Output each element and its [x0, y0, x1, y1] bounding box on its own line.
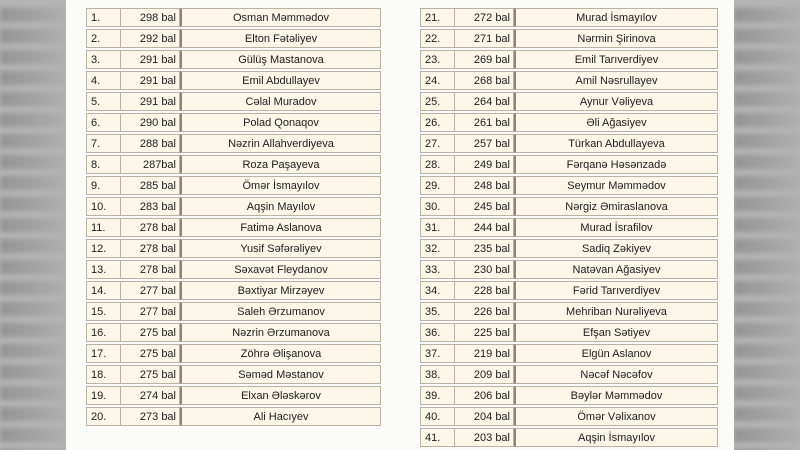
student-name: Əli Ağasiyev: [514, 113, 718, 132]
result-row: [420, 8, 718, 27]
result-row: [86, 8, 381, 27]
score-value: 226 bal: [454, 302, 514, 321]
blurred-row: [734, 302, 800, 316]
blurred-row: [0, 155, 66, 169]
student-name: Nəcəf Nəcəfov: [514, 365, 718, 384]
blurred-row: [734, 281, 800, 295]
student-name: Fərqanə Həsənzadə: [514, 155, 718, 174]
rank-number: 22.: [420, 29, 454, 48]
blurred-row: [734, 428, 800, 442]
student-name: Emil Tarıverdiyev: [514, 50, 718, 69]
blurred-row: [0, 71, 66, 85]
blurred-row: [734, 134, 800, 148]
rank-number: 28.: [420, 155, 454, 174]
student-name: Ali Hacıyev: [180, 407, 381, 426]
rank-number: 2.: [86, 29, 120, 48]
score-value: 249 bal: [454, 155, 514, 174]
student-name: Elxan Ələskərov: [180, 386, 381, 405]
blurred-row: [734, 50, 800, 64]
results-column-right: [420, 6, 718, 449]
student-name: Zöhrə Əlişanova: [180, 344, 381, 363]
rank-number: 30.: [420, 197, 454, 216]
results-column-left: [86, 6, 381, 428]
student-name: Elgün Aslanov: [514, 344, 718, 363]
student-name: Aqşin İsmayılov: [514, 428, 718, 447]
result-row: [86, 71, 381, 90]
blurred-row: [0, 197, 66, 211]
student-name: Emil Abdullayev: [180, 71, 381, 90]
blurred-row: [734, 239, 800, 253]
result-row: [86, 29, 381, 48]
blurred-row: [734, 344, 800, 358]
score-value: 298 bal: [120, 8, 180, 27]
rank-number: 16.: [86, 323, 120, 342]
result-row: [420, 365, 718, 384]
result-row: [420, 239, 718, 258]
result-row: [420, 407, 718, 426]
student-name: Cəlal Muradov: [180, 92, 381, 111]
result-row: [86, 344, 381, 363]
result-row: [420, 386, 718, 405]
result-row: [420, 323, 718, 342]
rank-number: 24.: [420, 71, 454, 90]
result-row: [86, 281, 381, 300]
score-value: 273 bal: [120, 407, 180, 426]
result-row: [86, 302, 381, 321]
result-row: [420, 218, 718, 237]
rank-number: 39.: [420, 386, 454, 405]
rank-number: 12.: [86, 239, 120, 258]
score-value: 219 bal: [454, 344, 514, 363]
student-name: Fatimə Aslanova: [180, 218, 381, 237]
blurred-row: [734, 176, 800, 190]
score-value: 275 bal: [120, 365, 180, 384]
rank-number: 27.: [420, 134, 454, 153]
blurred-row: [734, 92, 800, 106]
rank-number: 19.: [86, 386, 120, 405]
score-value: 277 bal: [120, 302, 180, 321]
rank-number: 6.: [86, 113, 120, 132]
blurred-row: [734, 155, 800, 169]
score-value: 204 bal: [454, 407, 514, 426]
student-name: Osman Məmmədov: [180, 8, 381, 27]
score-value: 291 bal: [120, 50, 180, 69]
result-row: [420, 260, 718, 279]
student-name: Amil Nəsrullayev: [514, 71, 718, 90]
score-value: 272 bal: [454, 8, 514, 27]
rank-number: 14.: [86, 281, 120, 300]
rank-number: 29.: [420, 176, 454, 195]
score-value: 283 bal: [120, 197, 180, 216]
rank-number: 15.: [86, 302, 120, 321]
blurred-row: [0, 260, 66, 274]
score-value: 285 bal: [120, 176, 180, 195]
score-value: 271 bal: [454, 29, 514, 48]
rank-number: 34.: [420, 281, 454, 300]
result-row: [420, 50, 718, 69]
blurred-row: [0, 407, 66, 421]
result-row: [86, 386, 381, 405]
rank-number: 33.: [420, 260, 454, 279]
result-row: [86, 92, 381, 111]
blurred-row: [734, 323, 800, 337]
result-row: [86, 155, 381, 174]
result-row: [420, 134, 718, 153]
result-row: [420, 155, 718, 174]
rank-number: 20.: [86, 407, 120, 426]
student-name: Yusif Səfərəliyev: [180, 239, 381, 258]
blurred-background-right: [734, 0, 800, 450]
student-name: Nəzrin Allahverdiyeva: [180, 134, 381, 153]
result-row: [420, 197, 718, 216]
student-name: Gülüş Mastanova: [180, 50, 381, 69]
student-name: Aynur Vəliyeva: [514, 92, 718, 111]
student-name: Saleh Ərzumanov: [180, 302, 381, 321]
student-name: Fərid Tarıverdiyev: [514, 281, 718, 300]
result-row: [86, 239, 381, 258]
student-name: Seymur Məmmədov: [514, 176, 718, 195]
student-name: Aqşin Mayılov: [180, 197, 381, 216]
result-row: [86, 176, 381, 195]
rank-number: 13.: [86, 260, 120, 279]
result-row: [86, 365, 381, 384]
score-value: 278 bal: [120, 260, 180, 279]
rank-number: 17.: [86, 344, 120, 363]
blurred-row: [734, 8, 800, 22]
rank-number: 25.: [420, 92, 454, 111]
result-row: [86, 197, 381, 216]
student-name: Nərmin Şirinova: [514, 29, 718, 48]
student-name: Sadiq Zəkiyev: [514, 239, 718, 258]
score-value: 206 bal: [454, 386, 514, 405]
blurred-row: [734, 407, 800, 421]
blurred-row: [0, 239, 66, 253]
student-name: Ömər İsmayılov: [180, 176, 381, 195]
student-name: Səməd Məstanov: [180, 365, 381, 384]
score-value: 291 bal: [120, 71, 180, 90]
score-value: 288 bal: [120, 134, 180, 153]
results-table-right: [420, 6, 718, 449]
score-value: 230 bal: [454, 260, 514, 279]
results-table-left: [86, 6, 381, 428]
result-row: [420, 71, 718, 90]
score-value: 292 bal: [120, 29, 180, 48]
blurred-row: [734, 197, 800, 211]
blurred-row: [734, 71, 800, 85]
blurred-row: [0, 134, 66, 148]
rank-number: 21.: [420, 8, 454, 27]
student-name: Murad İsmayılov: [514, 8, 718, 27]
result-row: [420, 302, 718, 321]
blurred-row: [0, 302, 66, 316]
score-value: 209 bal: [454, 365, 514, 384]
score-value: 257 bal: [454, 134, 514, 153]
student-name: Roza Paşayeva: [180, 155, 381, 174]
blurred-row: [0, 92, 66, 106]
rank-number: 40.: [420, 407, 454, 426]
rank-number: 5.: [86, 92, 120, 111]
blurred-row: [0, 281, 66, 295]
score-value: 291 bal: [120, 92, 180, 111]
blurred-row: [734, 113, 800, 127]
score-value: 228 bal: [454, 281, 514, 300]
blurred-row: [0, 428, 66, 442]
student-name: Nərgiz Əmiraslanova: [514, 197, 718, 216]
result-row: [86, 50, 381, 69]
result-row: [86, 323, 381, 342]
rank-number: 1.: [86, 8, 120, 27]
rank-number: 3.: [86, 50, 120, 69]
blurred-row: [0, 176, 66, 190]
score-value: 275 bal: [120, 344, 180, 363]
result-row: [420, 92, 718, 111]
rank-number: 9.: [86, 176, 120, 195]
student-name: Bəylər Məmmədov: [514, 386, 718, 405]
blurred-row: [0, 29, 66, 43]
rank-number: 32.: [420, 239, 454, 258]
student-name: Murad İsrafilov: [514, 218, 718, 237]
student-name: Türkan Abdullayeva: [514, 134, 718, 153]
result-row: [420, 281, 718, 300]
rank-number: 37.: [420, 344, 454, 363]
result-row: [86, 113, 381, 132]
score-value: 203 bal: [454, 428, 514, 447]
score-value: 287bal: [120, 155, 180, 174]
score-value: 278 bal: [120, 218, 180, 237]
score-value: 225 bal: [454, 323, 514, 342]
rank-number: 26.: [420, 113, 454, 132]
blurred-row: [734, 386, 800, 400]
rank-number: 8.: [86, 155, 120, 174]
student-name: Polad Qonaqov: [180, 113, 381, 132]
blurred-row: [0, 113, 66, 127]
score-value: 268 bal: [454, 71, 514, 90]
rank-number: 41.: [420, 428, 454, 447]
rank-number: 10.: [86, 197, 120, 216]
results-sheet: [66, 0, 734, 450]
blurred-row: [734, 29, 800, 43]
score-value: 274 bal: [120, 386, 180, 405]
student-name: Mehriban Nurəliyeva: [514, 302, 718, 321]
result-row: [420, 344, 718, 363]
student-name: Elton Fətəliyev: [180, 29, 381, 48]
result-row: [86, 260, 381, 279]
rank-number: 31.: [420, 218, 454, 237]
blurred-row: [0, 386, 66, 400]
blurred-row: [0, 323, 66, 337]
rank-number: 18.: [86, 365, 120, 384]
rank-number: 7.: [86, 134, 120, 153]
rank-number: 38.: [420, 365, 454, 384]
blurred-row: [0, 218, 66, 232]
score-value: 278 bal: [120, 239, 180, 258]
student-name: Səxavət Fleydanov: [180, 260, 381, 279]
result-row: [86, 218, 381, 237]
blurred-row: [734, 365, 800, 379]
student-name: Ömər Vəlixanov: [514, 407, 718, 426]
result-row: [420, 113, 718, 132]
student-name: Efşan Sətiyev: [514, 323, 718, 342]
rank-number: 4.: [86, 71, 120, 90]
rank-number: 11.: [86, 218, 120, 237]
result-row: [86, 134, 381, 153]
blurred-row: [734, 218, 800, 232]
score-value: 235 bal: [454, 239, 514, 258]
rank-number: 36.: [420, 323, 454, 342]
result-row: [420, 176, 718, 195]
result-row: [86, 407, 381, 426]
score-value: 277 bal: [120, 281, 180, 300]
blurred-row: [0, 50, 66, 64]
student-name: Natəvan Ağasiyev: [514, 260, 718, 279]
score-value: 269 bal: [454, 50, 514, 69]
score-value: 275 bal: [120, 323, 180, 342]
score-value: 244 bal: [454, 218, 514, 237]
score-value: 245 bal: [454, 197, 514, 216]
student-name: Bəxtiyar Mirzəyev: [180, 281, 381, 300]
result-row: [420, 29, 718, 48]
blurred-background-left: [0, 0, 66, 450]
result-row: [420, 428, 718, 447]
student-name: Nəzrin Ərzumanova: [180, 323, 381, 342]
blurred-row: [0, 8, 66, 22]
score-value: 248 bal: [454, 176, 514, 195]
score-value: 290 bal: [120, 113, 180, 132]
score-value: 261 bal: [454, 113, 514, 132]
rank-number: 35.: [420, 302, 454, 321]
blurred-row: [734, 260, 800, 274]
blurred-row: [0, 365, 66, 379]
score-value: 264 bal: [454, 92, 514, 111]
rank-number: 23.: [420, 50, 454, 69]
blurred-row: [0, 344, 66, 358]
